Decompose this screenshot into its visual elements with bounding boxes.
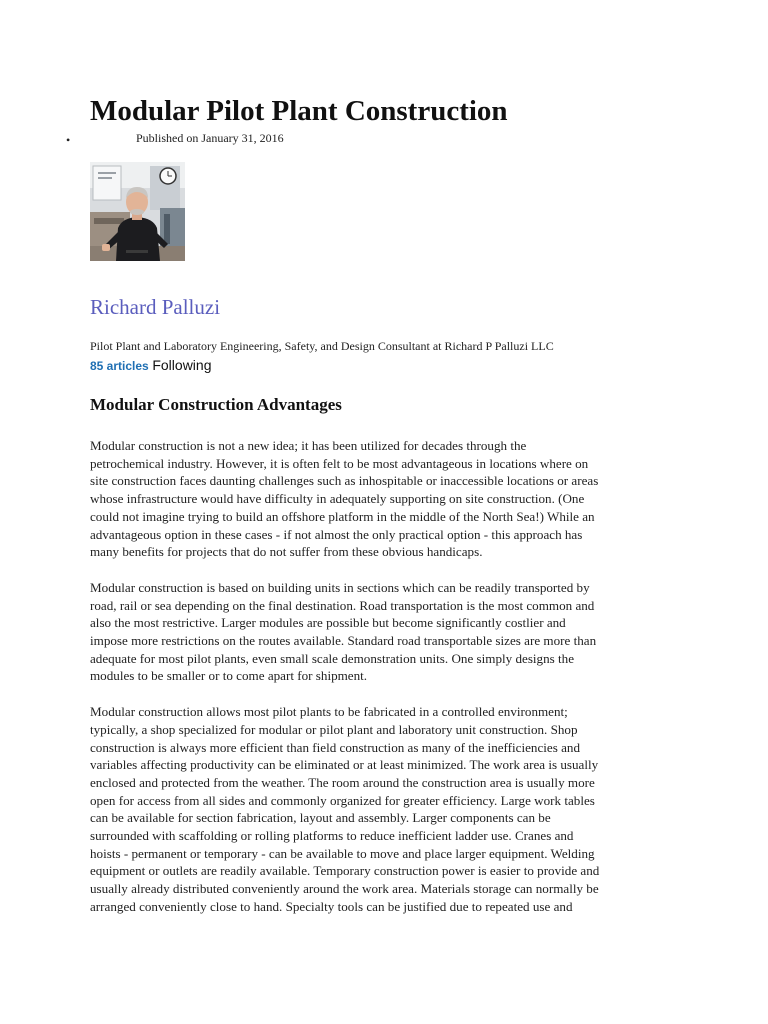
author-photo-icon bbox=[90, 162, 185, 261]
text-line: Modular construction is based on building units in sections which can be readily transported by bbox=[90, 579, 590, 595]
article-title: Modular Pilot Plant Construction bbox=[90, 95, 508, 127]
paragraph bbox=[90, 579, 682, 685]
section-heading: Modular Construction Advantages bbox=[90, 395, 342, 414]
text-line: typically, a shop specialized for modular or pilot plant and laboratory unit construction. Shop bbox=[90, 721, 578, 737]
author-name-link[interactable]: Richard Palluzi bbox=[90, 295, 221, 319]
text-line: site construction faces daunting challenges such as inhospitable or inaccessible locations or areas bbox=[90, 473, 599, 489]
text-line: enclosed and protected from the weather. The room around the construction area is usually more bbox=[90, 774, 595, 790]
text-line: petrochemical industry. However, it is often felt to be most advantageous in locations where on bbox=[90, 455, 589, 471]
following-status[interactable]: Following bbox=[152, 357, 212, 373]
text-line: open for access from all sides and commonly organized for greater efficiency. Large work tables bbox=[90, 792, 595, 808]
text-line: many benefits for projects that do not suffer from these obvious handicaps. bbox=[90, 544, 483, 560]
paragraph bbox=[90, 437, 682, 561]
text-line: can be available for section fabrication, layout and assembly. Larger components can be bbox=[90, 810, 551, 826]
text-line: surrounded with scaffolding or rolling platforms to reduce inefficient ladder use. Cranes and bbox=[90, 828, 574, 844]
text-line: impose more restrictions on the routes available. Standard road transportable sizes are more than bbox=[90, 633, 597, 649]
author-avatar[interactable] bbox=[90, 162, 185, 261]
text-line: whose infrastructure would have difficulty in adequately supporting on site construction. (One bbox=[90, 491, 585, 507]
text-line: could not imagine trying to build an offshore platform in the middle of the North Sea!) While an bbox=[90, 508, 595, 524]
paragraph bbox=[90, 703, 682, 915]
text-line: modules to be smaller or to come apart for shipment. bbox=[90, 668, 368, 684]
author-headline: Pilot Plant and Laboratory Engineering, Safety, and Design Consultant at Richard P Palluzi LLC bbox=[90, 339, 554, 353]
text-line: Modular construction allows most pilot plants to be fabricated in a controlled environment; bbox=[90, 704, 568, 720]
text-line: hoists - permanent or temporary - can be available to move and place larger equipment. Welding bbox=[90, 845, 595, 861]
text-line: variables affecting productivity can be eliminated or at least minimized. The work area is usually bbox=[90, 757, 599, 773]
list-bullet: • bbox=[66, 133, 71, 147]
text-line: adequate for most pilot plants, even small scale demonstration units. One simply designs the bbox=[90, 650, 575, 666]
text-line: construction is always more efficient than field construction as many of the inefficiencies and bbox=[90, 739, 581, 755]
published-date: Published on January 31, 2016 bbox=[136, 131, 284, 145]
article-body bbox=[90, 437, 682, 934]
text-line: equipment or outlets are readily available. Temporary construction power is easier to provide and bbox=[90, 863, 600, 879]
text-line: also the most restrictive. Larger modules are possible but become significantly costlier and bbox=[90, 615, 566, 631]
text-line: arranged conveniently close to hand. Specialty tools can be justified due to repeated use and bbox=[90, 898, 573, 914]
text-line: usually already distributed conveniently around the work area. Materials storage can normally be bbox=[90, 881, 599, 897]
text-line: advantageous option in these cases - if not almost the only practical option - this approach has bbox=[90, 526, 583, 542]
text-line: road, rail or sea depending on the final destination. Road transportation is the most common and bbox=[90, 597, 595, 613]
text-line: Modular construction is not a new idea; it has been utilized for decades through the bbox=[90, 438, 527, 453]
articles-count-link[interactable]: 85 articles bbox=[90, 359, 149, 373]
author-stats bbox=[90, 356, 211, 375]
